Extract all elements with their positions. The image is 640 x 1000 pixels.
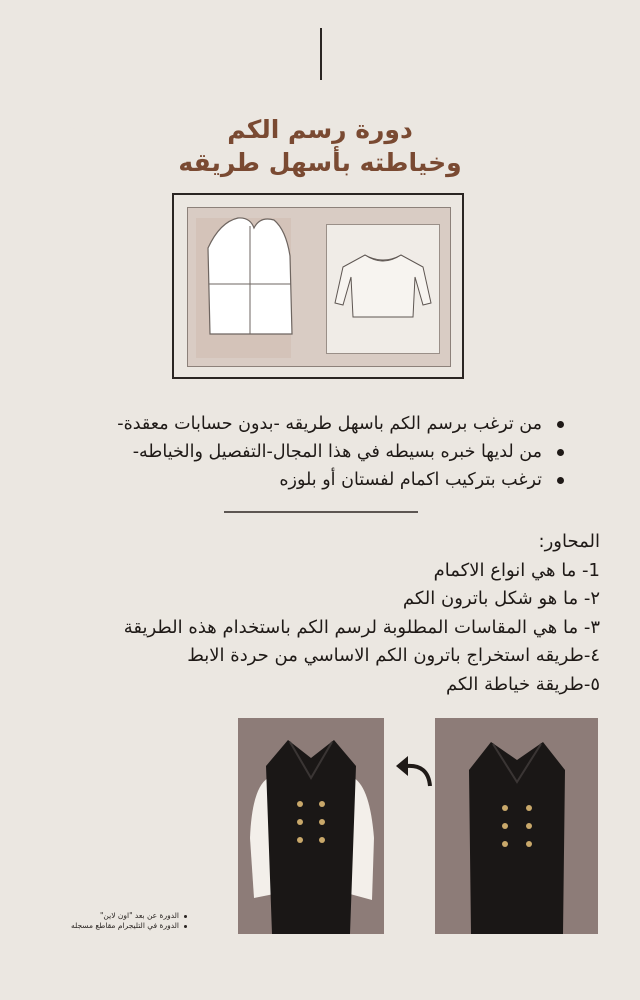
course-topics [20,528,600,699]
illustration-panel [187,207,451,367]
curved-arrow-left-icon [392,750,434,790]
topic-item: ٢- ما هو شكل باترون الكم [402,588,600,609]
sleeve-illustration-frame [172,193,464,379]
topic-item: ٤-طريقه استخراج باترون الكم الاساسي من حردة الابط [187,645,600,666]
topics-heading: المحاور: [538,531,600,552]
list-item: من لديها خبره بسيطه في هذا المجال-التفصيل والخياطه- [44,438,564,466]
topic-item: ٥-طريقة خياطة الكم [445,673,600,695]
list-item: من ترغب برسم الكم باسهل طريقه -بدون حسابات معقدة- [44,410,564,438]
topic-item: ٣- ما هي المقاسات المطلوبة لرسم الكم باستخدام هذه الطريقة [123,616,600,638]
course-notes [71,911,187,931]
topic-item: 1- ما هي انواع الاكمام [433,559,600,581]
decorative-vertical-line [320,28,322,80]
title-line-2: وخياطته بأسهل طريقه [178,148,462,177]
target-audience-list [44,410,564,494]
divider [224,511,418,513]
note-item: الدورة في التليجرام مقاطع مسجله [71,921,187,931]
note-item: الدورة عن بعد "اون لاين" [71,911,187,921]
title-line-1: دورة رسم الكم [227,115,413,144]
shirt-sketch-card [326,224,440,354]
shirt-sketch [327,225,439,353]
list-item: ترغب بتركيب اكمام لفستان أو بلوزه [44,466,564,494]
dress-with-sleeves-photo [238,718,384,934]
arc-cutout [0,0,640,170]
sleeveless-dress-photo [435,718,598,934]
